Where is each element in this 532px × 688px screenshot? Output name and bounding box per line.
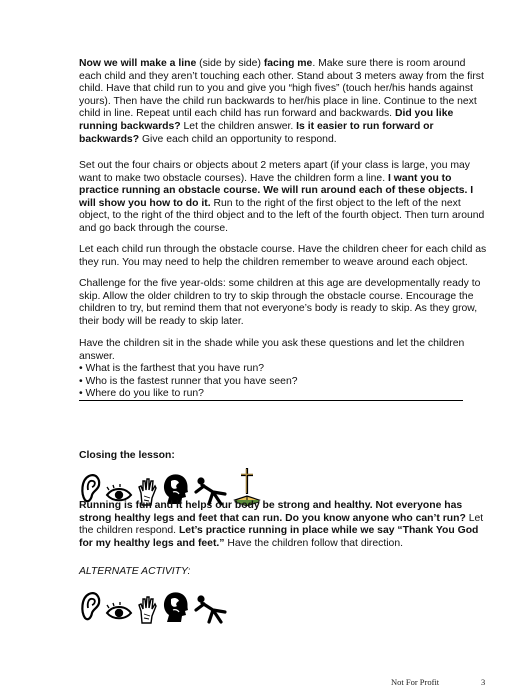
head-icon	[161, 590, 189, 624]
question-item: • Who is the fastest runner that you have seen?	[79, 375, 298, 387]
page-number: 3	[481, 677, 486, 687]
alternate-icon-row	[79, 590, 229, 624]
footer-label: Not For Profit	[391, 677, 440, 687]
closing-heading: Closing the lesson:	[79, 450, 175, 461]
ear-icon	[79, 590, 101, 624]
paragraph-questions: Have the children sit in the shade while you ask these questions and let the children answer. • What is the farthest that you have run? • Who is the fastest runner that you have seen? • Where do you like to run?	[79, 338, 489, 401]
paragraph-make-a-line: Now we will make a line (side by side) facing me. Make sure there is room around each child and they aren’t touching each other. Stand about 3 meters away from the first child. Have that child run to you and give you “high fives” (touch her/his hands against yours). Then have the child run backwards to her/his place in line. Continue to the next child in line. Repeat until each child has run forward and backwards. Did you like running backwards? Let the children answer. Is it easier to run forward or backwards? Give each child an opportunity to respond.	[79, 58, 484, 145]
question-item: • What is the farthest that you have run?	[79, 363, 264, 375]
stretching-person-icon	[193, 594, 229, 624]
alternate-activity-heading: ALTERNATE ACTIVITY:	[79, 566, 191, 577]
paragraph-cheer: Let each child run through the obstacle course. Have the children cheer for each child as they run. You may need to help the children remember to weave around each object.	[79, 244, 487, 268]
hand-icon	[137, 596, 157, 624]
question-item: • Where do you like to run?	[79, 388, 204, 400]
paragraph-challenge: Challenge for the five year-olds: some children at this age are developmentally ready to skip. Allow the older children to try to skip through the obstacle course. Encourage the children to try, but remind them that not everyone’s body is ready to skip. As they grow, their body will be ready to skip later.	[79, 278, 481, 327]
section-divider	[79, 400, 463, 401]
closing-paragraph: Running is fun and it helps our body be strong and healthy. Not everyone has strong healthy legs and feet that can run. Do you know anyone who can’t run? Let the children respond. Let’s practice running in place while we say “Thank You God for my healthy legs and feet.” Have the children follow that direction.	[79, 500, 484, 549]
eye-icon	[105, 602, 133, 624]
paragraph-obstacle-course: Set out the four chairs or objects about 2 meters apart (if your class is large, you may want to make two obstacle courses). Have the children form a line. I want you to practice running an obstacle course. We will run around each of these objects. I will show you how to do it. Run to the right of the first object to the left of the next object, to the right of the third object and to the left of the fourth object. Then turn around and go back through the course.	[79, 160, 485, 234]
